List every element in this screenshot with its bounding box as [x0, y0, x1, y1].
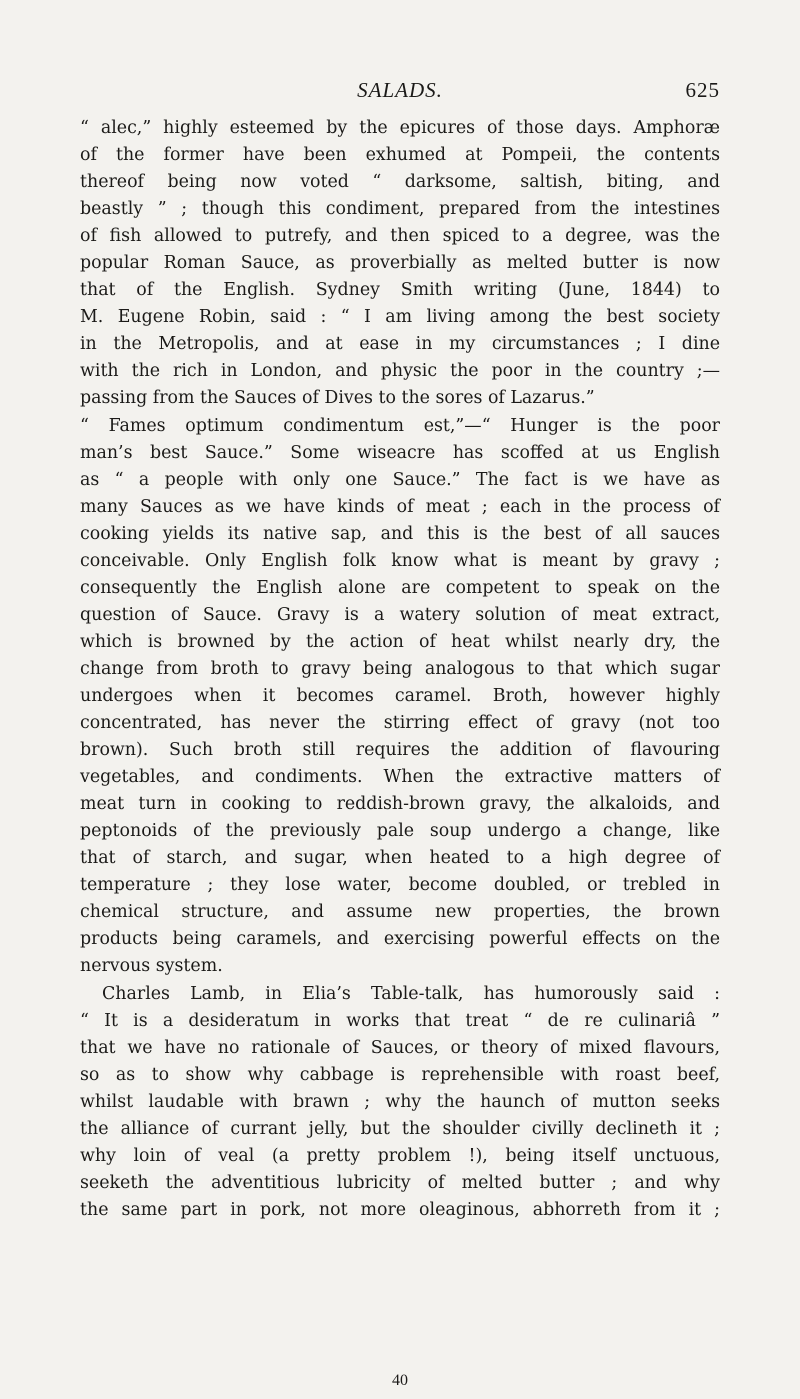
text-line: products being caramels, and exercising powerful effects on the [80, 929, 720, 950]
text-line: vegetables, and condiments. When the extractive matters of [80, 767, 720, 788]
text-line: meat turn in cooking to reddish-brown gravy, the alkaloids, and [80, 794, 720, 815]
text-line: many Sauces as we have kinds of meat ; each in the process of [80, 496, 720, 517]
text-line: concentrated, has never the stirring effect of gravy (not too [80, 713, 720, 734]
text-line: man’s best Sauce.” Some wiseacre has scoffed at us English [80, 442, 720, 463]
text-line: “ Fames optimum condimentum est,”—“ Hunger is the poor [80, 415, 720, 436]
text-line: Charles Lamb, in Elia’s Table-talk, has humorously said : [102, 983, 720, 1004]
text-line: which is browned by the action of heat whilst nearly dry, the [80, 631, 720, 652]
text-line: temperature ; they lose water, become doubled, or trebled in [80, 875, 720, 896]
signature-mark: 40 [392, 1372, 408, 1389]
text-line: undergoes when it becomes caramel. Broth, however highly [80, 685, 720, 706]
text-line: passing from the Sauces of Dives to the sores of Lazarus.” [80, 388, 595, 409]
text-line: the alliance of currant jelly, but the shoulder civilly declineth it ; [80, 1118, 720, 1139]
text-line: “ It is a desideratum in works that treat “ de re culinariâ ” [80, 1010, 720, 1031]
text-line: popular Roman Sauce, as proverbially as melted butter is now [80, 253, 720, 274]
text-line: that of starch, and sugar, when heated to a high degree of [80, 848, 720, 869]
text-line: the same part in pork, not more oleaginous, abhorreth from it ; [80, 1199, 720, 1220]
text-line: nervous system. [80, 956, 223, 977]
text-line: as “ a people with only one Sauce.” The fact is we have as [80, 469, 720, 490]
text-line: of fish allowed to putrefy, and then spiced to a degree, was the [80, 226, 720, 247]
text-line: peptonoids of the previously pale soup undergo a change, like [80, 821, 720, 842]
page-number: 625 [685, 78, 720, 102]
text-line: chemical structure, and assume new properties, the brown [80, 902, 720, 923]
page-header [80, 78, 720, 102]
text-line: conceivable. Only English folk know what is meant by gravy ; [80, 550, 720, 571]
running-title: SALADS. [357, 78, 443, 102]
text-line: with the rich in London, and physic the poor in the country ;— [80, 361, 720, 382]
text-line: change from broth to gravy being analogous to that which sugar [80, 658, 720, 679]
text-line: that we have no rationale of Sauces, or theory of mixed flavours, [80, 1037, 720, 1058]
text-line: in the Metropolis, and at ease in my circumstances ; I dine [80, 334, 720, 355]
text-line: thereof being now voted “ darksome, saltish, biting, and [80, 172, 720, 193]
text-line: cooking yields its native sap, and this is the best of all sauces [80, 523, 720, 544]
text-line: beastly ” ; though this condiment, prepared from the intestines [80, 199, 720, 220]
text-line: seeketh the adventitious lubricity of melted butter ; and why [80, 1172, 720, 1193]
text-line: brown). Such broth still requires the addition of flavouring [80, 740, 720, 761]
text-line: “ alec,” highly esteemed by the epicures of those days. Amphoræ [80, 118, 720, 138]
text-line: whilst laudable with brawn ; why the haunch of mutton seeks [80, 1091, 720, 1112]
text-line: consequently the English alone are competent to speak on the [80, 577, 720, 598]
text-line: why loin of veal (a pretty problem !), being itself unctuous, [80, 1145, 720, 1166]
text-line: question of Sauce. Gravy is a watery solution of meat extract, [80, 604, 720, 625]
text-line: of the former have been exhumed at Pompeii, the contents [80, 145, 720, 166]
body-text [80, 115, 720, 1224]
text-line: that of the English. Sydney Smith writing (June, 1844) to [80, 280, 720, 301]
text-line: M. Eugene Robin, said : “ I am living among the best society [80, 307, 720, 328]
text-line: so as to show why cabbage is reprehensible with roast beef, [80, 1064, 720, 1085]
